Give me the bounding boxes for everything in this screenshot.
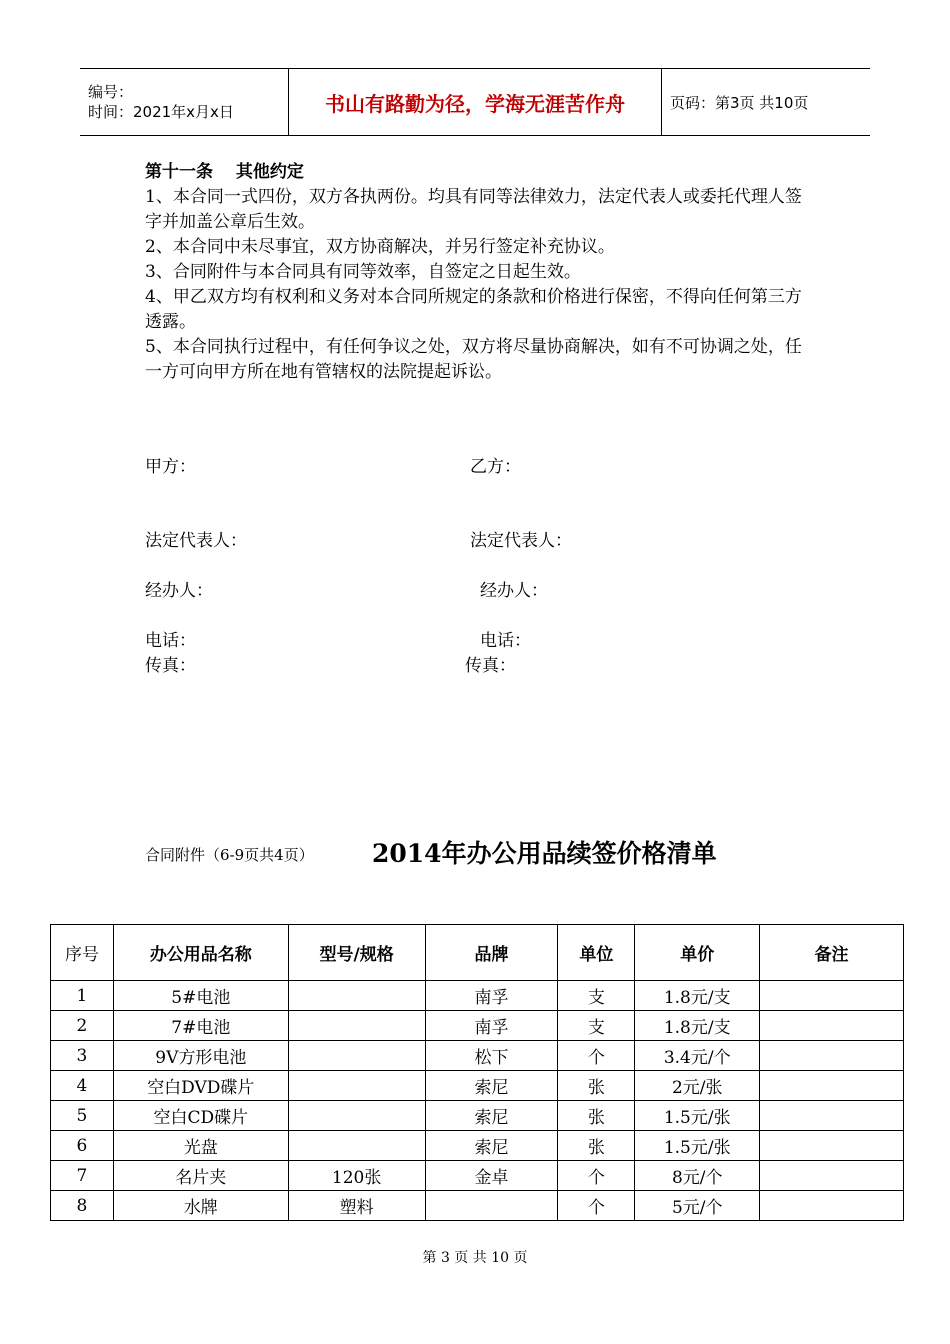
cell-unit: 张 <box>558 1101 635 1131</box>
cell-brand: 金卓 <box>425 1161 558 1191</box>
table-row <box>51 1191 904 1221</box>
legal-rep-b-label: 法定代表人： <box>470 531 572 551</box>
header-left <box>80 69 289 136</box>
cell-price: 1.8元/支 <box>635 981 760 1011</box>
cell-index: 4 <box>51 1071 114 1101</box>
cell-price: 3.4元/个 <box>635 1041 760 1071</box>
table-row <box>51 1161 904 1191</box>
cell-spec: 塑料 <box>288 1191 425 1221</box>
handler-a-label: 经办人： <box>145 581 213 601</box>
cell-spec <box>288 981 425 1011</box>
cell-spec <box>288 1041 425 1071</box>
cell-index: 8 <box>51 1191 114 1221</box>
table-row <box>51 1041 904 1071</box>
header-page-info: 页码：第3页 共10页 <box>662 69 871 136</box>
cell-index: 3 <box>51 1041 114 1071</box>
cell-remark <box>760 1071 904 1101</box>
number-label: 编号： <box>88 83 134 101</box>
cell-name: 7#电池 <box>113 1011 288 1041</box>
table-row <box>51 1071 904 1101</box>
cell-unit: 张 <box>558 1071 635 1101</box>
phone-b-label: 电话： <box>480 631 531 651</box>
price-table <box>50 924 904 1221</box>
date-label: 时间：2021年x月x日 <box>88 103 234 121</box>
column-header: 备注 <box>760 925 904 981</box>
table-row <box>51 1011 904 1041</box>
cell-name: 水牌 <box>113 1191 288 1221</box>
page-header <box>80 68 870 136</box>
fax-b-label: 传真： <box>465 656 516 676</box>
cell-name: 5#电池 <box>113 981 288 1011</box>
cell-remark <box>760 1101 904 1131</box>
cell-brand: 松下 <box>425 1041 558 1071</box>
cell-price: 2元/张 <box>635 1071 760 1101</box>
cell-unit: 个 <box>558 1041 635 1071</box>
header-motto: 书山有路勤为径，学海无涯苦作舟 <box>325 91 625 116</box>
cell-brand: 索尼 <box>425 1131 558 1161</box>
cell-price: 8元/个 <box>635 1161 760 1191</box>
cell-unit: 支 <box>558 981 635 1011</box>
cell-name: 9V方形电池 <box>113 1041 288 1071</box>
page-footer: 第 3 页 共 10 页 <box>422 1250 528 1266</box>
column-header: 办公用品名称 <box>113 925 288 981</box>
cell-spec: 120张 <box>288 1161 425 1191</box>
cell-brand: 南孚 <box>425 981 558 1011</box>
cell-name: 名片夹 <box>113 1161 288 1191</box>
cell-index: 6 <box>51 1131 114 1161</box>
clause-item: 2、本合同中未尽事宜，双方协商解决，并另行签定补充协议。 <box>145 237 615 257</box>
cell-name: 空白DVD碟片 <box>113 1071 288 1101</box>
clause-item: 1、本合同一式四份，双方各执两份。均具有同等法律效力，法定代表人或委托代理人签字并加盖公章后生效。 <box>145 187 802 232</box>
appendix-note: 合同附件（6-9页共4页） <box>145 846 314 864</box>
column-header: 单位 <box>558 925 635 981</box>
header-center <box>289 69 662 136</box>
cell-remark <box>760 1011 904 1041</box>
column-header: 品牌 <box>425 925 558 981</box>
party-a-label: 甲方： <box>145 457 196 477</box>
cell-brand: 索尼 <box>425 1101 558 1131</box>
cell-brand: 南孚 <box>425 1011 558 1041</box>
cell-remark <box>760 1131 904 1161</box>
column-header: 序号 <box>51 925 114 981</box>
cell-remark <box>760 1041 904 1071</box>
column-header: 单价 <box>635 925 760 981</box>
cell-name: 空白CD碟片 <box>113 1101 288 1131</box>
table-row <box>51 1131 904 1161</box>
cell-spec <box>288 1101 425 1131</box>
phone-a-label: 电话： <box>145 631 196 651</box>
cell-brand: 索尼 <box>425 1071 558 1101</box>
clause-item: 3、合同附件与本合同具有同等效率，自签定之日起生效。 <box>145 262 581 282</box>
cell-index: 2 <box>51 1011 114 1041</box>
cell-spec <box>288 1011 425 1041</box>
cell-index: 1 <box>51 981 114 1011</box>
fax-a-label: 传真： <box>145 656 196 676</box>
cell-name: 光盘 <box>113 1131 288 1161</box>
table-row <box>51 1101 904 1131</box>
cell-price: 1.5元/张 <box>635 1101 760 1131</box>
table-header-row <box>51 925 904 981</box>
cell-remark <box>760 1191 904 1221</box>
cell-brand <box>425 1191 558 1221</box>
cell-spec <box>288 1131 425 1161</box>
cell-spec <box>288 1071 425 1101</box>
cell-unit: 个 <box>558 1161 635 1191</box>
clause-section <box>145 160 815 385</box>
clause-item: 4、甲乙双方均有权利和义务对本合同所规定的条款和价格进行保密，不得向任何第三方透露。 <box>145 287 802 332</box>
handler-b-label: 经办人： <box>480 581 548 601</box>
legal-rep-a-label: 法定代表人： <box>145 531 247 551</box>
column-header: 型号/规格 <box>288 925 425 981</box>
clause-title: 第十一条 其他约定 <box>145 162 304 182</box>
cell-unit: 支 <box>558 1011 635 1041</box>
clause-item: 5、本合同执行过程中，有任何争议之处，双方将尽量协商解决，如有不可协调之处，任一方可向甲方所在地有管辖权的法院提起诉讼。 <box>145 337 802 382</box>
cell-index: 5 <box>51 1101 114 1131</box>
cell-remark <box>760 1161 904 1191</box>
table-row <box>51 981 904 1011</box>
cell-unit: 张 <box>558 1131 635 1161</box>
cell-remark <box>760 981 904 1011</box>
price-list-title: 2014年办公用品续签价格清单 <box>372 839 717 868</box>
cell-price: 1.8元/支 <box>635 1011 760 1041</box>
cell-unit: 个 <box>558 1191 635 1221</box>
cell-index: 7 <box>51 1161 114 1191</box>
party-b-label: 乙方： <box>470 457 521 477</box>
cell-price: 5元/个 <box>635 1191 760 1221</box>
cell-price: 1.5元/张 <box>635 1131 760 1161</box>
